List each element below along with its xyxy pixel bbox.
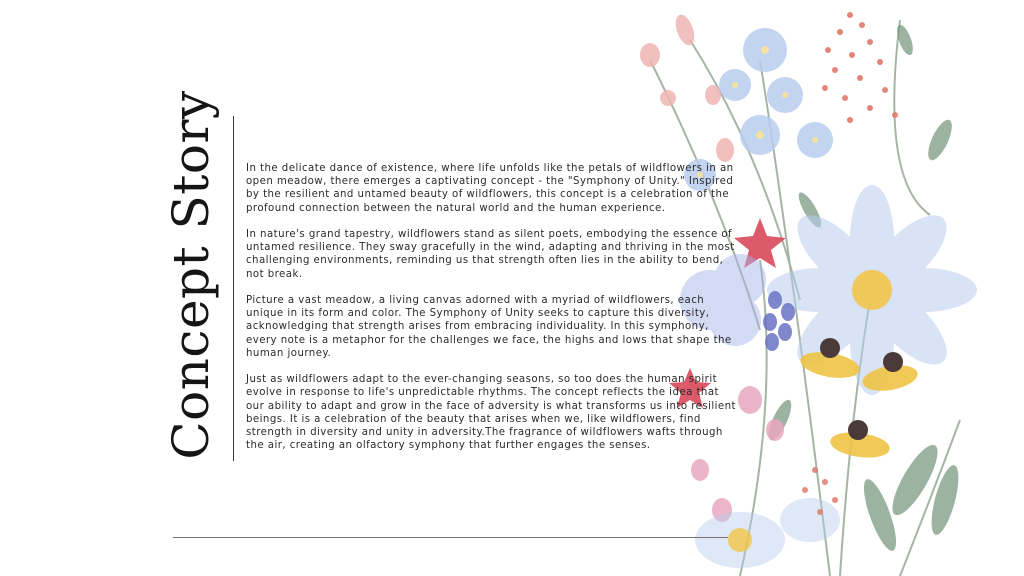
vertical-divider [233, 116, 234, 461]
paragraph-1: In the delicate dance of existence, where life unfolds like the petals of wildflowers in an open meadow, there emerges a captivating concept - the "Symphony of Unity." Inspired by the resilient and untamed beauty of wildflowers, this concept is a celebration of the profound connection between the natural world and the human experience. [246, 163, 734, 214]
horizontal-divider [173, 537, 728, 538]
paragraph-3: Picture a vast meadow, a living canvas adorned with a myriad of wildflowers, each unique in its form and color. The Symphony of Unity seeks to capture this diversity, acknowledging that strength arises from embracing individuality. In this symphony, every note is a metaphor for the challenges we face, the highs and lows that shape the human journey. [246, 295, 732, 359]
paragraph-4: Just as wildflowers adapt to the ever-changing seasons, so too does the human spirit evolve in response to life's unpredictable rhythms. The concept reflects the idea that our ability to adapt and grow in the face of adversity is what transforms us into resilient beings. It is a celebration of the beauty that arises when we, like wildflowers, find strength in diversity and unity in adversity.The fragrance of wildflowers wafts through the air, creating an olfactory symphony that further engages the senses. [246, 374, 736, 452]
page-title: Concept Story [162, 90, 220, 460]
concept-story-body [246, 162, 740, 466]
paragraph-2: In nature's grand tapestry, wildflowers stand as silent poets, embodying the essence of untamed resilience. They sway gracefully in the wind, adapting and thriving in the most challenging environments, reminding us that strength often lies in the ability to bend, not break. [246, 229, 735, 280]
